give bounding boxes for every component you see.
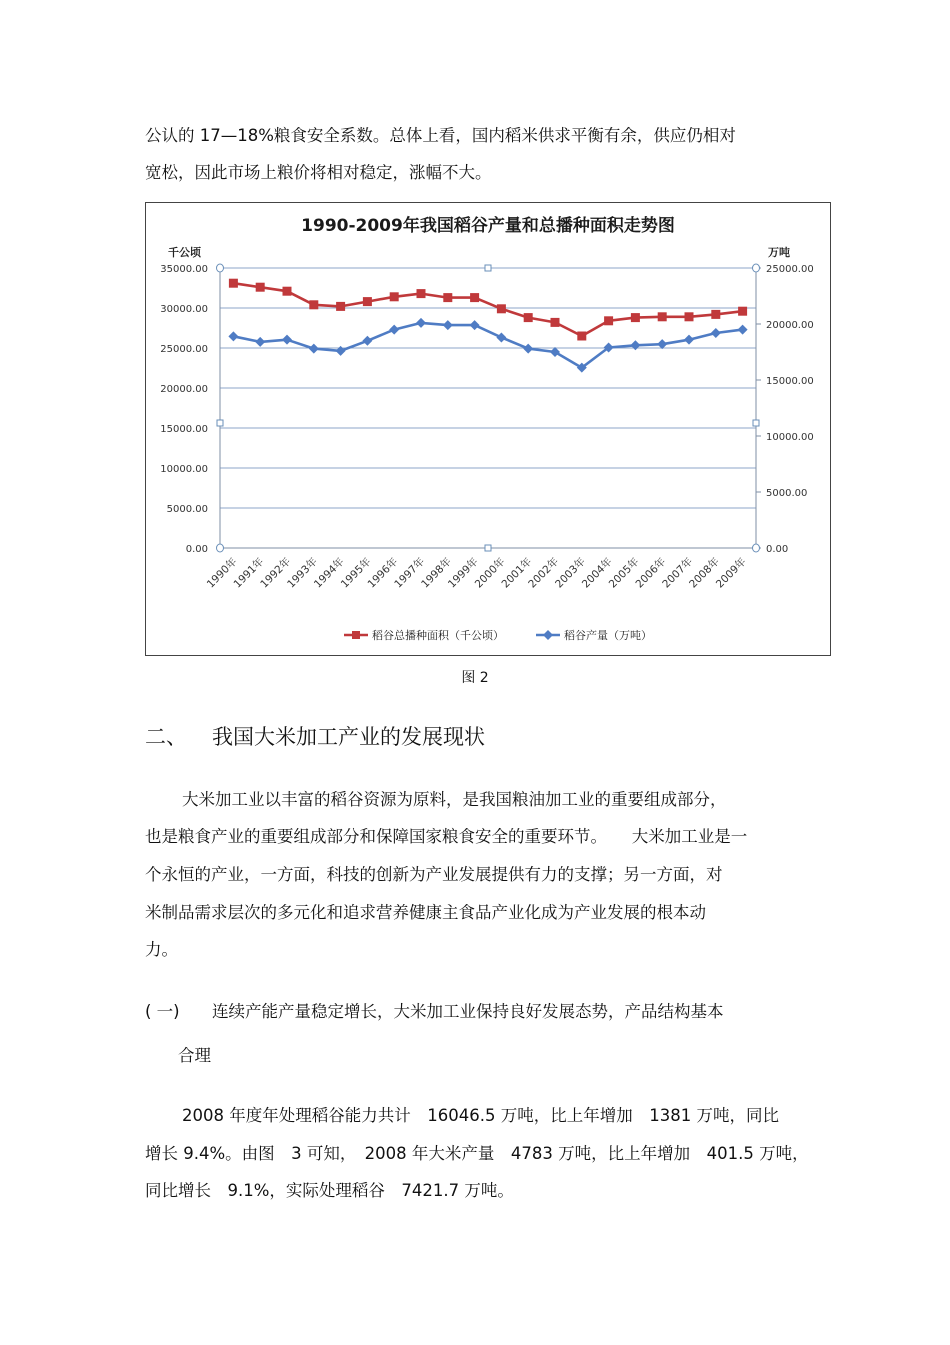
x-tick-label: 2006年 xyxy=(633,555,669,591)
subsection-title-line-2: 合理 xyxy=(178,1046,211,1065)
data-point xyxy=(417,290,425,298)
para1-line-1: 大米加工业以丰富的稻谷资源为原料，是我国粮油加工业的重要组成部分， xyxy=(182,790,727,809)
data-point xyxy=(336,346,346,356)
data-point xyxy=(524,314,532,322)
data-point xyxy=(685,313,693,321)
x-tick-label: 2005年 xyxy=(606,555,642,591)
data-point xyxy=(256,283,264,291)
x-tick-label: 2007年 xyxy=(660,555,696,591)
data-point xyxy=(363,298,371,306)
para1-line-2: 也是粮食产业的重要组成部分和保障国家粮食安全的重要环节。 大米加工业是一 xyxy=(145,827,748,846)
legend-marker xyxy=(543,630,553,640)
legend-label: 稻谷总播种面积（千公顷） xyxy=(372,629,504,642)
data-point xyxy=(337,302,345,310)
x-tick-label: 1993年 xyxy=(285,555,320,591)
x-tick-label: 1990年 xyxy=(204,555,240,591)
chart-title: 1990-2009年我国稻谷产量和总播种面积走势图 xyxy=(301,216,675,236)
y-right-axis-label: 万吨 xyxy=(768,246,790,259)
data-point xyxy=(497,305,505,313)
para2-line-1: 2008 年度年处理稻谷能力共计 16046.5 万吨，比上年增加 1381 万吨，同比 xyxy=(182,1106,779,1125)
data-point xyxy=(496,332,506,342)
data-point xyxy=(523,344,533,354)
section-number: 二、 xyxy=(145,725,187,749)
y-right-tick-label: 20000.00 xyxy=(766,320,814,331)
data-point xyxy=(282,335,292,345)
data-point xyxy=(631,314,639,322)
x-tick-label: 1991年 xyxy=(231,555,267,591)
data-point xyxy=(443,320,453,330)
x-tick-label: 1999年 xyxy=(445,555,481,591)
y-left-tick-label: 15000.00 xyxy=(160,424,208,435)
data-point xyxy=(630,340,640,350)
y-left-tick-label: 25000.00 xyxy=(160,344,208,355)
subsection-number: ( 一) xyxy=(145,1002,180,1021)
data-point xyxy=(229,279,237,287)
chart-frame xyxy=(145,202,831,656)
line-chart xyxy=(146,203,830,655)
y-right-tick-label: 10000.00 xyxy=(766,432,814,443)
data-point xyxy=(444,294,452,302)
y-left-axis-label: 千公顷 xyxy=(168,246,201,259)
intro-line-1: 公认的 17—18%粮食安全系数。总体上看，国内稻米供求平衡有余，供应仍相对 xyxy=(145,126,736,145)
data-point xyxy=(389,325,399,335)
x-tick-label: 1998年 xyxy=(419,555,454,591)
figure-caption: 图 2 xyxy=(461,670,489,686)
x-tick-label: 1997年 xyxy=(392,555,428,591)
subsection-title-line-1: 连续产能产量稳定增长，大米加工业保持良好发展态势，产品结构基本 xyxy=(212,1002,724,1021)
intro-line-2: 宽松，因此市场上粮价将相对稳定，涨幅不大。 xyxy=(145,163,492,182)
data-point xyxy=(578,332,586,340)
y-left-tick-label: 5000.00 xyxy=(166,504,208,515)
data-point xyxy=(390,293,398,301)
para1-line-3: 个永恒的产业，一方面，科技的创新为产业发展提供有力的支撑；另一方面，对 xyxy=(145,865,723,884)
data-point xyxy=(255,337,265,347)
y-left-tick-label: 30000.00 xyxy=(160,304,208,315)
legend-label: 稻谷产量（万吨） xyxy=(564,629,652,642)
y-left-tick-label: 0.00 xyxy=(185,544,208,555)
x-tick-label: 2003年 xyxy=(553,555,588,591)
x-tick-label: 1992年 xyxy=(258,555,294,591)
x-tick-label: 1994年 xyxy=(311,555,347,591)
data-point xyxy=(711,328,721,338)
y-right-tick-label: 15000.00 xyxy=(766,376,814,387)
y-left-tick-label: 20000.00 xyxy=(160,384,208,395)
para2-line-2: 增长 9.4%。由图 3 可知， 2008 年大米产量 4783 万吨，比上年增加 401.5 万吨， xyxy=(145,1144,809,1163)
x-tick-label: 2004年 xyxy=(579,555,615,591)
data-point xyxy=(738,325,748,335)
para1-line-4: 米制品需求层次的多元化和追求营养健康主食品产业化成为产业发展的根本动 xyxy=(145,903,706,922)
y-left-tick-label: 10000.00 xyxy=(160,464,208,475)
y-right-tick-label: 5000.00 xyxy=(766,488,808,499)
x-tick-label: 2008年 xyxy=(687,555,722,591)
x-tick-label: 2009年 xyxy=(713,555,749,591)
selection-handle xyxy=(485,545,491,551)
x-tick-label: 1995年 xyxy=(338,555,374,591)
selection-handle xyxy=(217,544,224,552)
para1-line-5: 力。 xyxy=(145,940,178,959)
data-point xyxy=(470,320,480,330)
data-point xyxy=(416,318,426,328)
y-right-tick-label: 0.00 xyxy=(766,544,789,555)
para2-line-3: 同比增长 9.1%，实际处理稻谷 7421.7 万吨。 xyxy=(145,1181,514,1200)
y-right-tick-label: 25000.00 xyxy=(766,264,814,275)
data-point xyxy=(228,331,238,341)
data-point xyxy=(471,294,479,302)
data-point xyxy=(362,336,372,346)
x-tick-label: 2000年 xyxy=(472,555,508,591)
y-left-tick-label: 35000.00 xyxy=(160,264,208,275)
series-line-2 xyxy=(233,323,742,368)
data-point xyxy=(551,318,559,326)
data-point xyxy=(684,335,694,345)
data-point xyxy=(605,317,613,325)
section-title: 我国大米加工产业的发展现状 xyxy=(212,725,485,749)
selection-handle xyxy=(217,264,224,272)
data-point xyxy=(712,310,720,318)
series-line-1 xyxy=(233,283,742,336)
selection-handle xyxy=(485,265,491,271)
data-point xyxy=(310,301,318,309)
x-tick-label: 2002年 xyxy=(526,555,562,591)
data-point xyxy=(283,287,291,295)
selection-handle xyxy=(753,420,759,426)
x-tick-label: 1996年 xyxy=(365,555,401,591)
selection-handle xyxy=(217,420,223,426)
legend-marker xyxy=(352,631,360,639)
data-point xyxy=(309,344,319,354)
data-point xyxy=(739,307,747,315)
x-tick-label: 2001年 xyxy=(499,555,535,591)
selection-handle xyxy=(753,544,760,552)
data-point xyxy=(658,313,666,321)
selection-handle xyxy=(753,264,760,272)
